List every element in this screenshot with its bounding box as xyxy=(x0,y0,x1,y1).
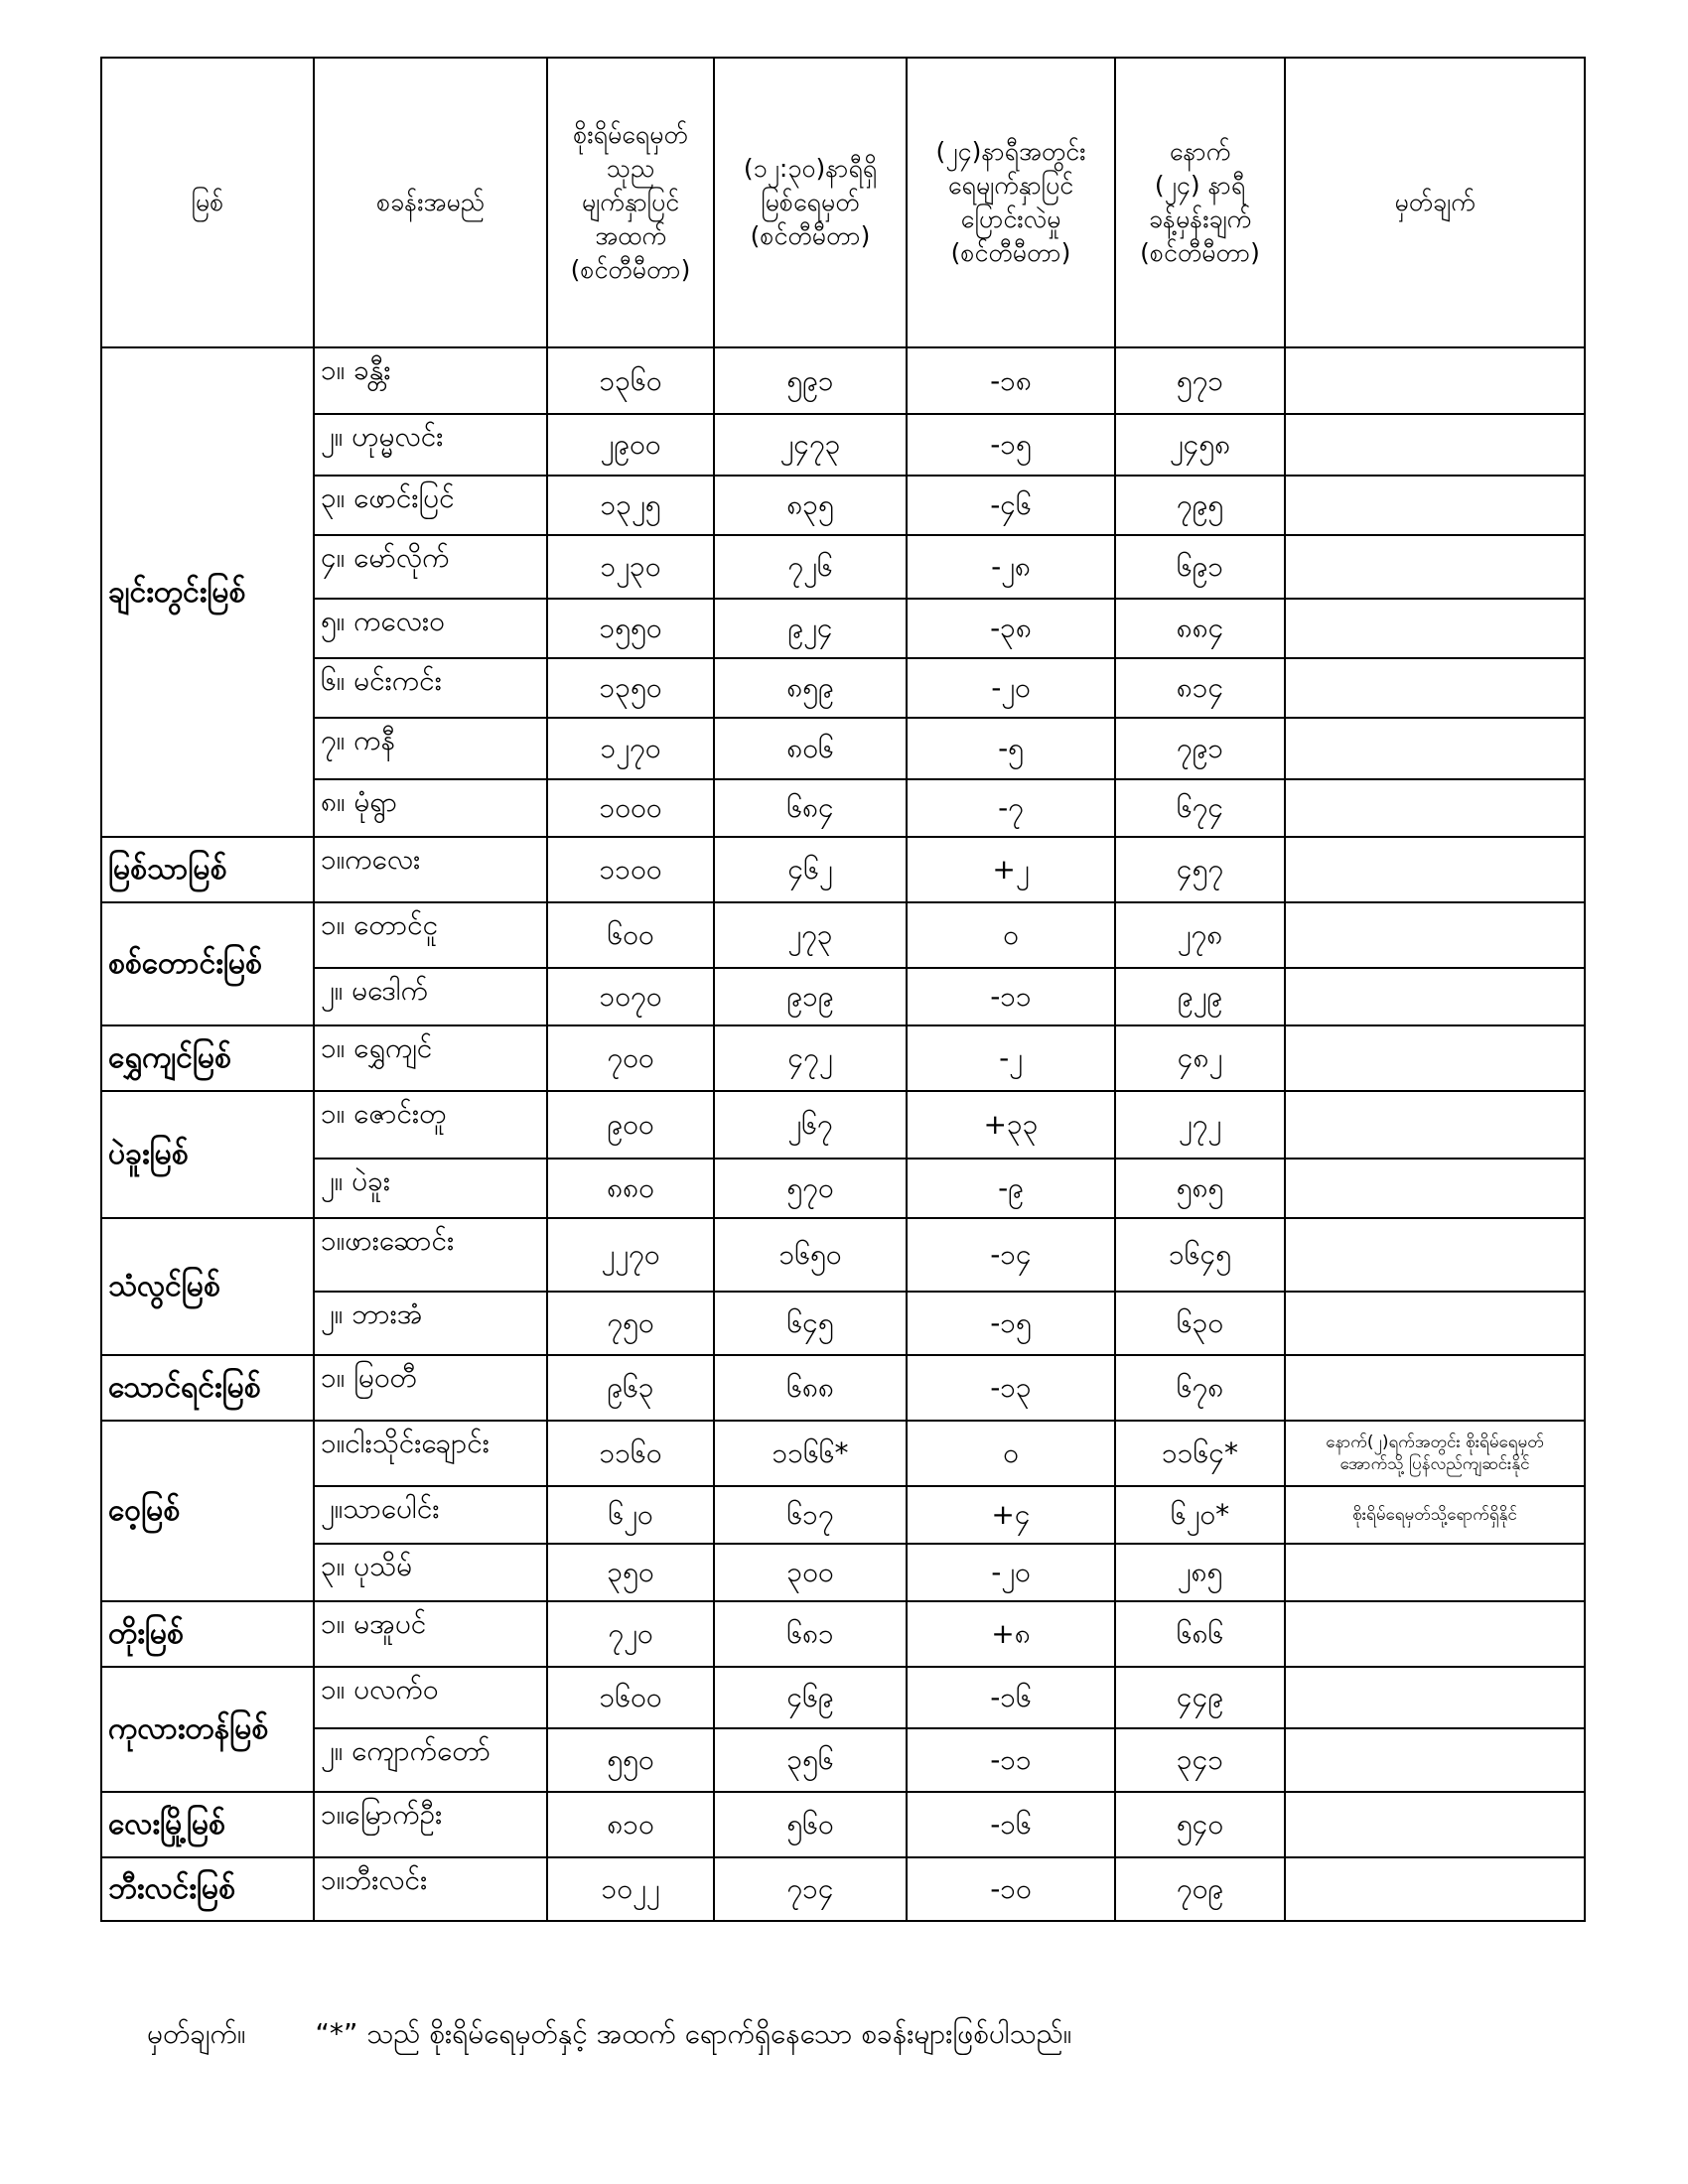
table-row xyxy=(101,1292,1585,1355)
station-name: ၂။ မဒေါက် xyxy=(314,968,547,1025)
forecast-level: ၆၇၄ xyxy=(1115,779,1285,837)
remark xyxy=(1285,968,1585,1025)
station-name: ၁။ ဇောင်းတူ xyxy=(314,1091,547,1159)
remark xyxy=(1285,1159,1585,1218)
current-level: ၈၀၆ xyxy=(714,718,907,779)
forecast-level: ၆၉၁ xyxy=(1115,535,1285,599)
level-change: -၁၄ xyxy=(907,1218,1115,1292)
remark xyxy=(1285,1728,1585,1792)
table-row xyxy=(101,1857,1585,1921)
danger-level: ၁၂၇၀ xyxy=(547,718,714,779)
current-level: ၄၇၂ xyxy=(714,1025,907,1091)
current-level: ၆၄၅ xyxy=(714,1292,907,1355)
level-change: -၁၁ xyxy=(907,968,1115,1025)
footnote xyxy=(147,2015,1071,2057)
station-name: ၃။ ဖောင်းပြင် xyxy=(314,476,547,535)
level-change: -၁၃ xyxy=(907,1355,1115,1421)
table-row xyxy=(101,837,1585,902)
table-row xyxy=(101,1792,1585,1857)
river-name: စစ်တောင်းမြစ် xyxy=(101,902,314,1025)
danger-level: ၃၅၀ xyxy=(547,1544,714,1601)
river-name: ဘီးလင်းမြစ် xyxy=(101,1857,314,1921)
forecast-level: ၆၇၈ xyxy=(1115,1355,1285,1421)
remark xyxy=(1285,1218,1585,1292)
danger-level: ၁၂၃၀ xyxy=(547,535,714,599)
level-change: -၁၅ xyxy=(907,1292,1115,1355)
forecast-level: ၇၀၉ xyxy=(1115,1857,1285,1921)
level-change: -၄၆ xyxy=(907,476,1115,535)
danger-level: ၆၀၀ xyxy=(547,902,714,968)
station-name: ၁။ဖားဆောင်း xyxy=(314,1218,547,1292)
current-level: ၆၁၇ xyxy=(714,1486,907,1544)
forecast-level: ၂၇၈ xyxy=(1115,902,1285,968)
remark xyxy=(1285,599,1585,658)
forecast-level: ၇၉၅ xyxy=(1115,476,1285,535)
level-change: -၂၀ xyxy=(907,658,1115,718)
river-name: ကုလားတန်မြစ် xyxy=(101,1667,314,1792)
river-name: သောင်ရင်းမြစ် xyxy=(101,1355,314,1421)
level-change: -၁၈ xyxy=(907,347,1115,414)
forecast-level: ၃၄၁ xyxy=(1115,1728,1285,1792)
station-name: ၂။ ကျောက်တော် xyxy=(314,1728,547,1792)
table-row xyxy=(101,902,1585,968)
station-name: ၁။ မအူပင် xyxy=(314,1601,547,1667)
table-row xyxy=(101,968,1585,1025)
danger-level: ၉၆၃ xyxy=(547,1355,714,1421)
current-level: ၅၉၁ xyxy=(714,347,907,414)
forecast-level: ၁၆၄၅ xyxy=(1115,1218,1285,1292)
remark xyxy=(1285,1091,1585,1159)
station-name: ၅။ ကလေးဝ xyxy=(314,599,547,658)
water-level-table xyxy=(100,57,1586,1922)
station-name: ၁။ ရွှေကျင် xyxy=(314,1025,547,1091)
station-name: ၈။ မုံရွာ xyxy=(314,779,547,837)
level-change: +၄ xyxy=(907,1486,1115,1544)
forecast-level: ၆၃၀ xyxy=(1115,1292,1285,1355)
remark xyxy=(1285,837,1585,902)
danger-level: ၈၁၀ xyxy=(547,1792,714,1857)
table-row xyxy=(101,1728,1585,1792)
danger-level: ၁၁၆၀ xyxy=(547,1421,714,1486)
river-name: ပဲခူးမြစ် xyxy=(101,1091,314,1218)
table-row xyxy=(101,414,1585,476)
danger-level: ၁၃၅၀ xyxy=(547,658,714,718)
level-change: -၃၈ xyxy=(907,599,1115,658)
table-row xyxy=(101,1421,1585,1486)
remark xyxy=(1285,718,1585,779)
river-name: ရွှေကျင်မြစ် xyxy=(101,1025,314,1091)
footnote-text: “*” သည် စိုးရိမ်ရေမှတ်နှင့် အထက် ရောက်ရှိနေသော စခန်းများဖြစ်ပါသည်။ xyxy=(315,2017,1072,2050)
remark xyxy=(1285,779,1585,837)
danger-level: ၇၂၀ xyxy=(547,1601,714,1667)
remark xyxy=(1285,1292,1585,1355)
station-name: ၁။ တောင်ငူ xyxy=(314,902,547,968)
table-row xyxy=(101,1159,1585,1218)
current-level: ၄၆၂ xyxy=(714,837,907,902)
remark xyxy=(1285,476,1585,535)
current-level: ၉၁၉ xyxy=(714,968,907,1025)
table-row xyxy=(101,779,1585,837)
danger-level: ၂၉၀၀ xyxy=(547,414,714,476)
remark xyxy=(1285,1857,1585,1921)
level-change: -၁၁ xyxy=(907,1728,1115,1792)
current-level: ၆၈၄ xyxy=(714,779,907,837)
current-level: ၁၁၆၆* xyxy=(714,1421,907,1486)
station-name: ၁။ မြဝတီ xyxy=(314,1355,547,1421)
current-level: ၁၆၅၀ xyxy=(714,1218,907,1292)
remark xyxy=(1285,1355,1585,1421)
table-row xyxy=(101,1601,1585,1667)
remark xyxy=(1285,1601,1585,1667)
forecast-level: ၅၈၅ xyxy=(1115,1159,1285,1218)
current-level: ၆၈၁ xyxy=(714,1601,907,1667)
river-name: ဝေ့မြစ် xyxy=(101,1421,314,1601)
forecast-level: ၇၉၁ xyxy=(1115,718,1285,779)
current-level: ၅၇၀ xyxy=(714,1159,907,1218)
table-row xyxy=(101,599,1585,658)
danger-level: ၂၂၇၀ xyxy=(547,1218,714,1292)
river-name: တိုးမြစ် xyxy=(101,1601,314,1667)
current-level: ၂၆၇ xyxy=(714,1091,907,1159)
level-change: ၀ xyxy=(907,1421,1115,1486)
current-level: ၂၄၇၃ xyxy=(714,414,907,476)
station-name: ၁။ ပလက်ဝ xyxy=(314,1667,547,1728)
table-row xyxy=(101,1667,1585,1728)
current-level: ၈၃၅ xyxy=(714,476,907,535)
remark xyxy=(1285,1544,1585,1601)
current-level: ၂၇၃ xyxy=(714,902,907,968)
remark xyxy=(1285,902,1585,968)
danger-level: ၁၀၂၂ xyxy=(547,1857,714,1921)
danger-level: ၁၆၀၀ xyxy=(547,1667,714,1728)
forecast-level: ၄၈၂ xyxy=(1115,1025,1285,1091)
header-remark: မှတ်ချက် xyxy=(1285,58,1585,347)
forecast-level: ၂၄၅၈ xyxy=(1115,414,1285,476)
station-name: ၁။ငါးသိုင်းချောင်း xyxy=(314,1421,547,1486)
forecast-level: ၈၈၄ xyxy=(1115,599,1285,658)
current-level: ၃၅၆ xyxy=(714,1728,907,1792)
forecast-level: ၆၈၆ xyxy=(1115,1601,1285,1667)
table-row xyxy=(101,476,1585,535)
remark xyxy=(1285,1792,1585,1857)
header-row xyxy=(101,58,1585,347)
header-24h-change: (၂၄)နာရီအတွင်း ရေမျက်နှာပြင် ပြောင်းလဲမှု (စင်တီမီတာ) xyxy=(907,58,1115,347)
remark: စိုးရိမ်ရေမှတ်သို့ရောက်ရှိနိုင် xyxy=(1285,1486,1585,1544)
table-row xyxy=(101,1218,1585,1292)
station-name: ၇။ ကနီ xyxy=(314,718,547,779)
station-name: ၂။ ဘားအံ xyxy=(314,1292,547,1355)
current-level: ၉၂၄ xyxy=(714,599,907,658)
current-level: ၇၂၆ xyxy=(714,535,907,599)
table-row xyxy=(101,535,1585,599)
remark xyxy=(1285,1025,1585,1091)
remark xyxy=(1285,1667,1585,1728)
table-row xyxy=(101,1486,1585,1544)
station-name: ၁။ကလေး xyxy=(314,837,547,902)
station-name: ၂။သာပေါင်း xyxy=(314,1486,547,1544)
header-forecast: နောက် (၂၄) နာရီ ခန့်မှန်းချက် (စင်တီမီတာ) xyxy=(1115,58,1285,347)
level-change: -၂၀ xyxy=(907,1544,1115,1601)
remark: နောက်(၂)ရက်အတွင်း စိုးရိမ်ရေမှတ် အောက်သို့ ပြန်လည်ကျဆင်းနိုင် xyxy=(1285,1421,1585,1486)
table-row xyxy=(101,1025,1585,1091)
header-current-level: (၁၂:၃၀)နာရီရှိ မြစ်ရေမှတ် (စင်တီမီတာ) xyxy=(714,58,907,347)
river-name: လေးမြို့မြစ် xyxy=(101,1792,314,1857)
forecast-level: ၆၂၀* xyxy=(1115,1486,1285,1544)
level-change: -၂ xyxy=(907,1025,1115,1091)
level-change: +၈ xyxy=(907,1601,1115,1667)
danger-level: ၇၅၀ xyxy=(547,1292,714,1355)
forecast-level: ၅၇၁ xyxy=(1115,347,1285,414)
remark xyxy=(1285,414,1585,476)
current-level: ၆၈၈ xyxy=(714,1355,907,1421)
station-name: ၁။ ခန္တီး xyxy=(314,347,547,414)
forecast-level: ၄၅၇ xyxy=(1115,837,1285,902)
level-change: -၁၆ xyxy=(907,1667,1115,1728)
river-name: သံလွင်မြစ် xyxy=(101,1218,314,1355)
remark xyxy=(1285,535,1585,599)
remark xyxy=(1285,347,1585,414)
danger-level: ၅၅၀ xyxy=(547,1728,714,1792)
station-name: ၁။ဘီးလင်း xyxy=(314,1857,547,1921)
current-level: ၇၁၄ xyxy=(714,1857,907,1921)
forecast-level: ၅၄၀ xyxy=(1115,1792,1285,1857)
danger-level: ၁၀၀၀ xyxy=(547,779,714,837)
current-level: ၃၀၀ xyxy=(714,1544,907,1601)
danger-level: ၆၂၀ xyxy=(547,1486,714,1544)
danger-level: ၁၁၀၀ xyxy=(547,837,714,902)
table-row xyxy=(101,718,1585,779)
station-name: ၆။ မင်းကင်း xyxy=(314,658,547,718)
danger-level: ၁၀၇၀ xyxy=(547,968,714,1025)
footnote-label: မှတ်ချက်။ xyxy=(147,2017,246,2050)
header-river: မြစ် xyxy=(101,58,314,347)
danger-level: ၈၈၀ xyxy=(547,1159,714,1218)
current-level: ၈၅၉ xyxy=(714,658,907,718)
forecast-level: ၂၈၅ xyxy=(1115,1544,1285,1601)
current-level: ၄၆၉ xyxy=(714,1667,907,1728)
table-row xyxy=(101,658,1585,718)
station-name: ၃။ ပုသိမ် xyxy=(314,1544,547,1601)
level-change: -၂၈ xyxy=(907,535,1115,599)
table-row xyxy=(101,1091,1585,1159)
current-level: ၅၆၀ xyxy=(714,1792,907,1857)
river-name: ချင်းတွင်းမြစ် xyxy=(101,347,314,837)
station-name: ၂။ ဟုမ္မလင်း xyxy=(314,414,547,476)
table-row xyxy=(101,1544,1585,1601)
danger-level: ၉၀၀ xyxy=(547,1091,714,1159)
level-change: ၀ xyxy=(907,902,1115,968)
table-row xyxy=(101,1355,1585,1421)
level-change: -၁၀ xyxy=(907,1857,1115,1921)
level-change: +၃၃ xyxy=(907,1091,1115,1159)
remark xyxy=(1285,658,1585,718)
danger-level: ၇၀၀ xyxy=(547,1025,714,1091)
level-change: -၁၅ xyxy=(907,414,1115,476)
level-change: -၁၆ xyxy=(907,1792,1115,1857)
danger-level: ၁၅၅၀ xyxy=(547,599,714,658)
level-change: -၉ xyxy=(907,1159,1115,1218)
header-danger-level: စိုးရိမ်ရေမှတ် သုည မျက်နှာပြင် အထက် (စင်တီမီတာ) xyxy=(547,58,714,347)
station-name: ၁။မြောက်ဦး xyxy=(314,1792,547,1857)
level-change: -၇ xyxy=(907,779,1115,837)
level-change: +၂ xyxy=(907,837,1115,902)
table-body xyxy=(101,347,1585,1921)
forecast-level: ၁၁၆၄* xyxy=(1115,1421,1285,1486)
forecast-level: ၂၇၂ xyxy=(1115,1091,1285,1159)
river-name: မြစ်သာမြစ် xyxy=(101,837,314,902)
forecast-level: ၈၁၄ xyxy=(1115,658,1285,718)
danger-level: ၁၃၂၅ xyxy=(547,476,714,535)
danger-level: ၁၃၆၀ xyxy=(547,347,714,414)
table-row xyxy=(101,347,1585,414)
header-station: စခန်းအမည် xyxy=(314,58,547,347)
station-name: ၄။ မော်လိုက် xyxy=(314,535,547,599)
station-name: ၂။ ပဲခူး xyxy=(314,1159,547,1218)
level-change: -၅ xyxy=(907,718,1115,779)
forecast-level: ၉၂၉ xyxy=(1115,968,1285,1025)
forecast-level: ၄၄၉ xyxy=(1115,1667,1285,1728)
